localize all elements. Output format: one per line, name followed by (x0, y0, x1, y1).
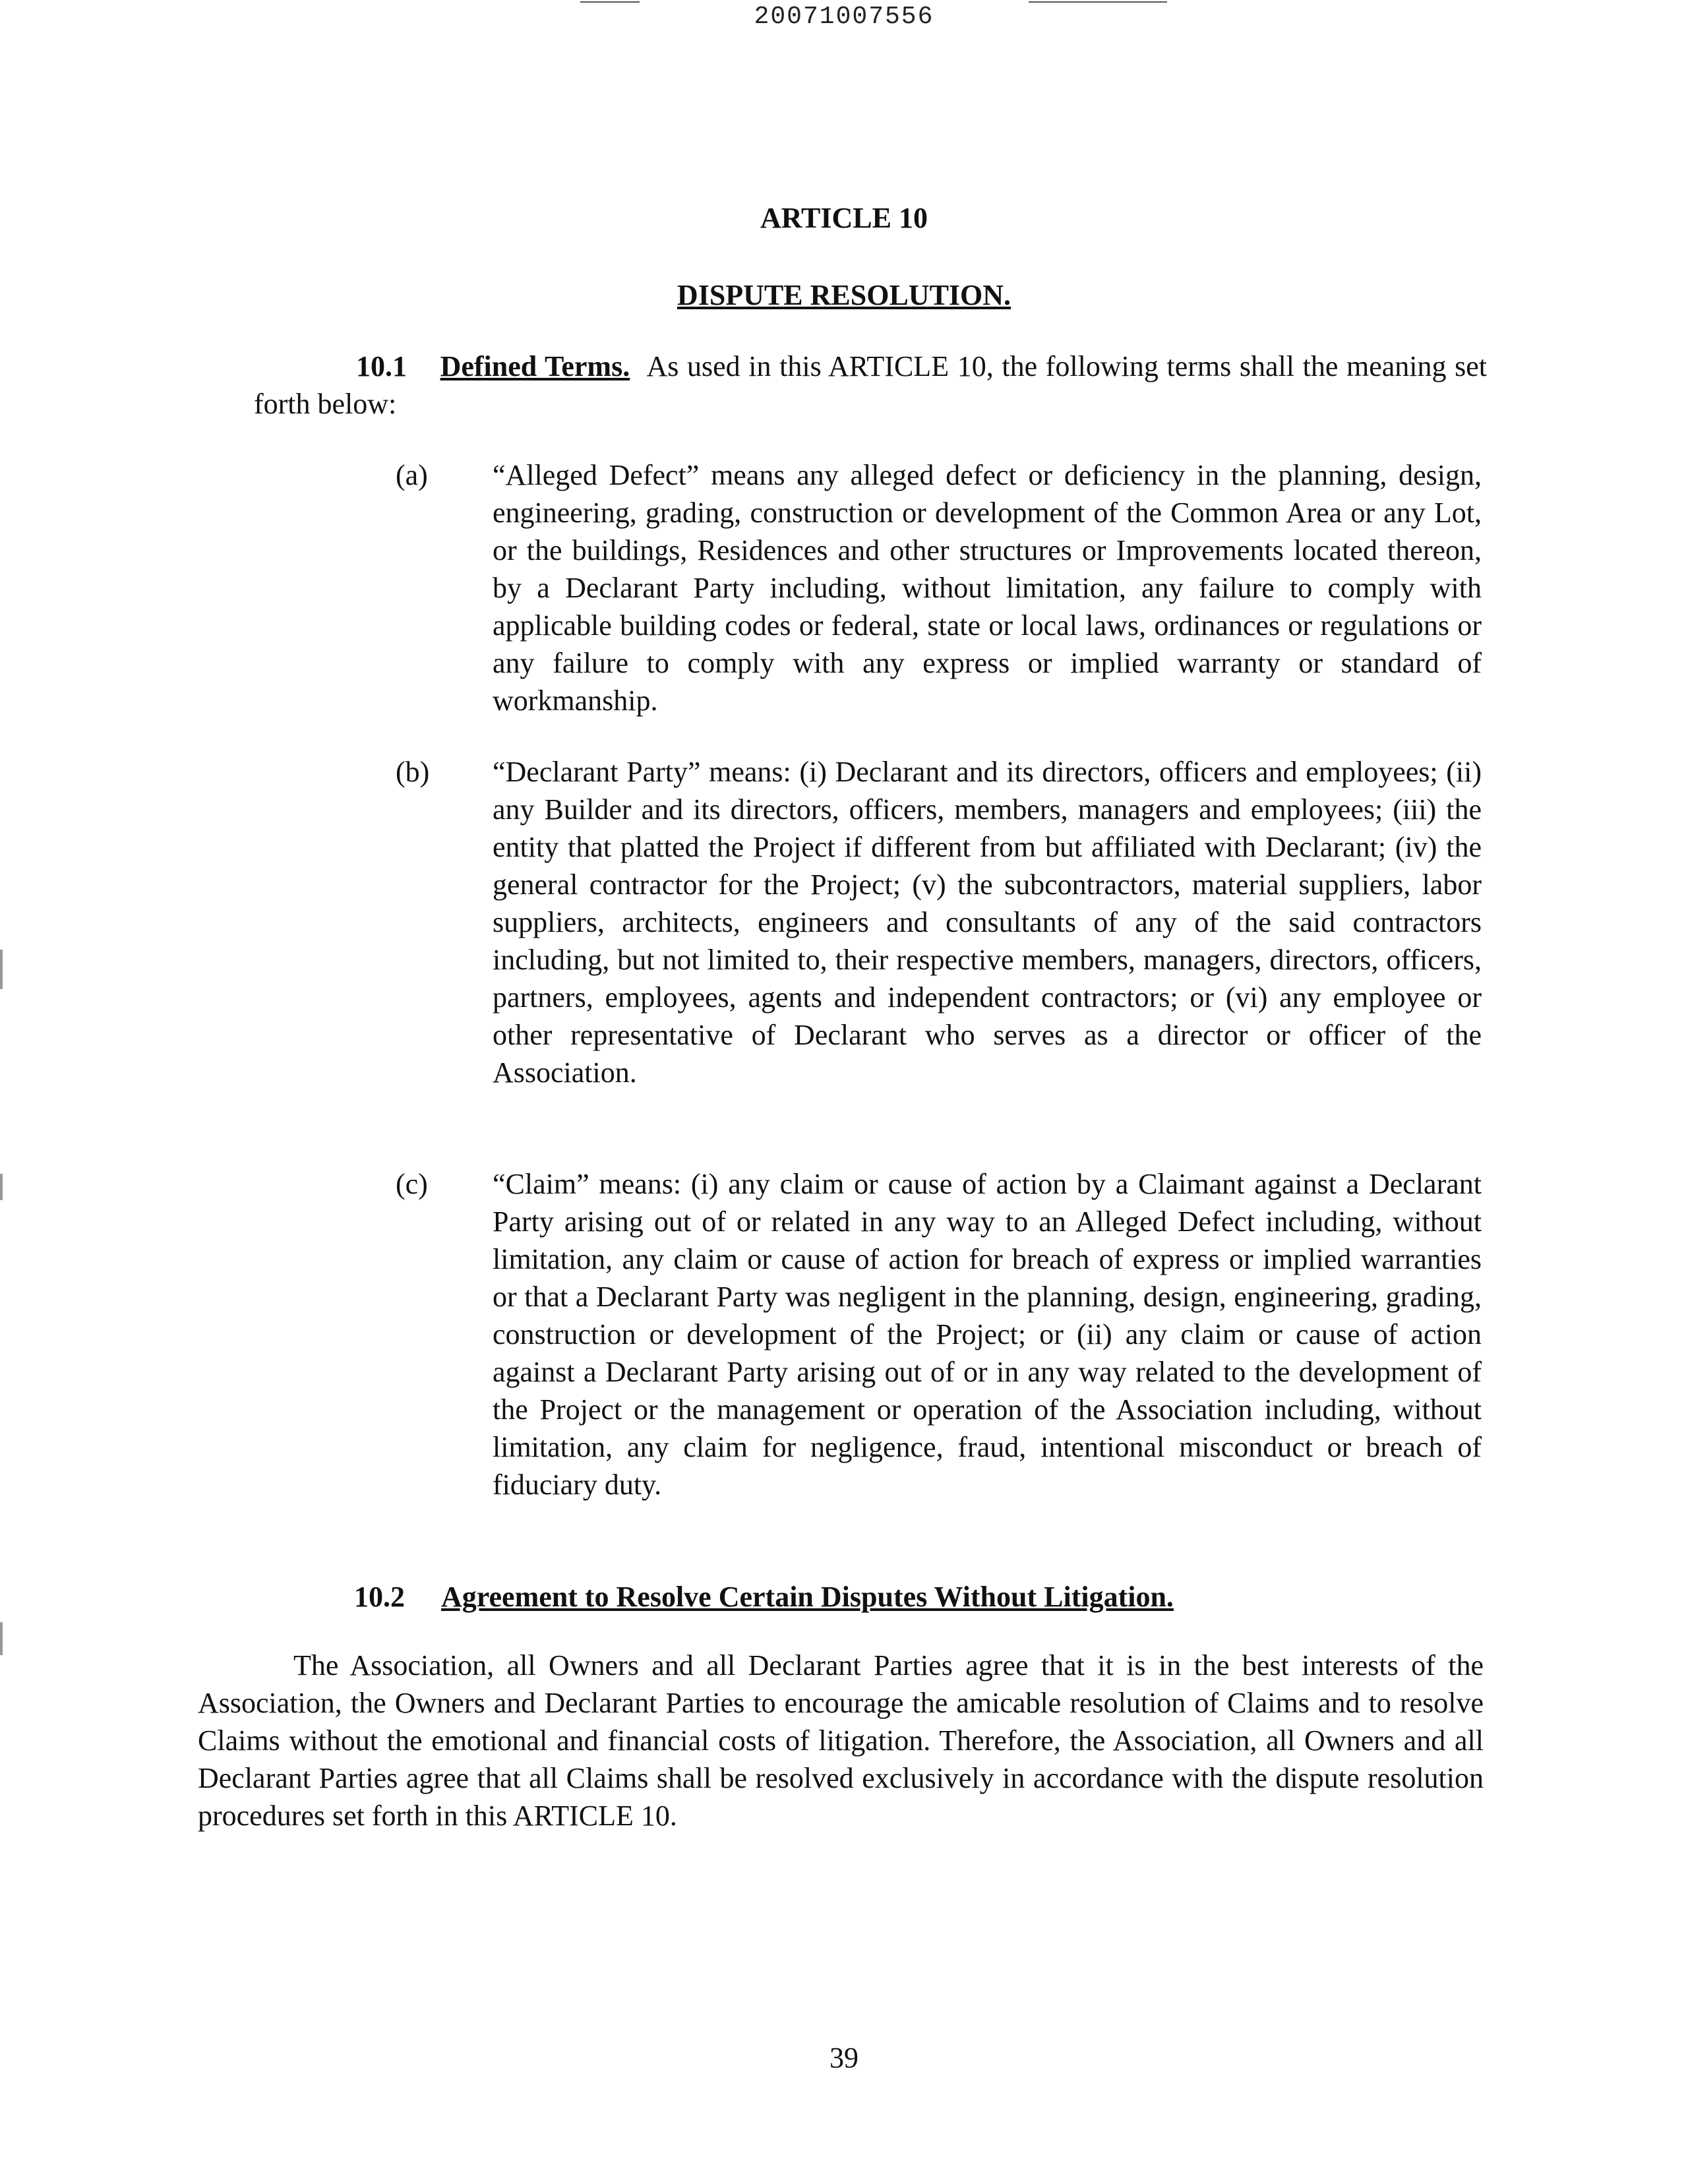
item-label: (a) (396, 459, 428, 491)
section-title: Defined Terms. (440, 350, 630, 382)
section-number: 10.2 (354, 1581, 405, 1613)
section-10-2-heading (354, 1578, 1541, 1616)
definition-alleged-defect: “Alleged Defect” means any alleged defect or deficiency in the planning, design, engineering, grading, construction or development of the Common Area or any Lot, or the buildings, Residences and other structures or Improvements located thereon, by a Declarant Party including, without limitation, any failure to comply with applicable building codes or federal, state or local laws, ordinances or regulations or any failure to comply with any express or implied warranty or standard of workmanship. (493, 459, 1482, 717)
section-title: Agreement to Resolve Certain Disputes Without Litigation. (441, 1581, 1174, 1613)
article-subtitle-text: DISPUTE RESOLUTION. (677, 279, 1011, 311)
item-label: (b) (396, 756, 430, 788)
section-10-2-body: The Association, all Owners and all Declarant Parties agree that it is in the best interests of the Association, the Owners and Declarant Parties to encourage the amicable resolution of Claims and to resolve Claims without the emotional and financial costs of litigation. Therefore, the Association, all Owners and all Declarant Parties agree that all Claims shall be resolved exclusively in accordance with the dispute resolution procedures set forth in this ARTICLE 10. (198, 1649, 1484, 1832)
section-intro: As used in this ARTICLE 10, the following terms shall the meaning set forth below: (254, 350, 1488, 420)
definition-declarant-party: “Declarant Party” means: (i) Declarant and its directors, officers and employees; (ii) any Builder and its directors, officers, members, managers and employees; (iii) the entity that platted the Project if different from but affiliated with Declarant; (iv) the general contractor for the Project; (v) the subcontractors, material suppliers, labor suppliers, architects, engineers and consultants of any of the said contractors including, but not limited to, their respective members, managers, directors, officers, partners, employees, agents and independent contractors; or (vi) any employee or other representative of Declarant who serves as a director or officer of the Association. (493, 756, 1482, 1089)
item-label: (c) (396, 1168, 428, 1200)
margin-mark (0, 1622, 3, 1655)
margin-mark (0, 1174, 3, 1200)
document-number: 20071007556 (754, 3, 934, 31)
section-number: 10.1 (356, 350, 407, 382)
page-number: 39 (829, 2042, 859, 2074)
article-subtitle (0, 278, 1688, 312)
margin-mark (0, 950, 3, 989)
article-title: ARTICLE 10 (760, 202, 928, 234)
section-10-1 (254, 348, 1487, 423)
definition-claim: “Claim” means: (i) any claim or cause of action by a Claimant against a Declarant Party arising out of or related in any way to an Alleged Defect including, without limitation, any claim or cause of action for breach of express or implied warranties or that a Declarant Party was negligent in the planning, design, engineering, grading, construction or development of the Project; or (ii) any claim or cause of action against a Declarant Party arising out of or in any way related to the development of the Project or the management or operation of the Association including, without limitation, any claim for negligence, fraud, intentional misconduct or breach of fiduciary duty. (493, 1168, 1482, 1501)
